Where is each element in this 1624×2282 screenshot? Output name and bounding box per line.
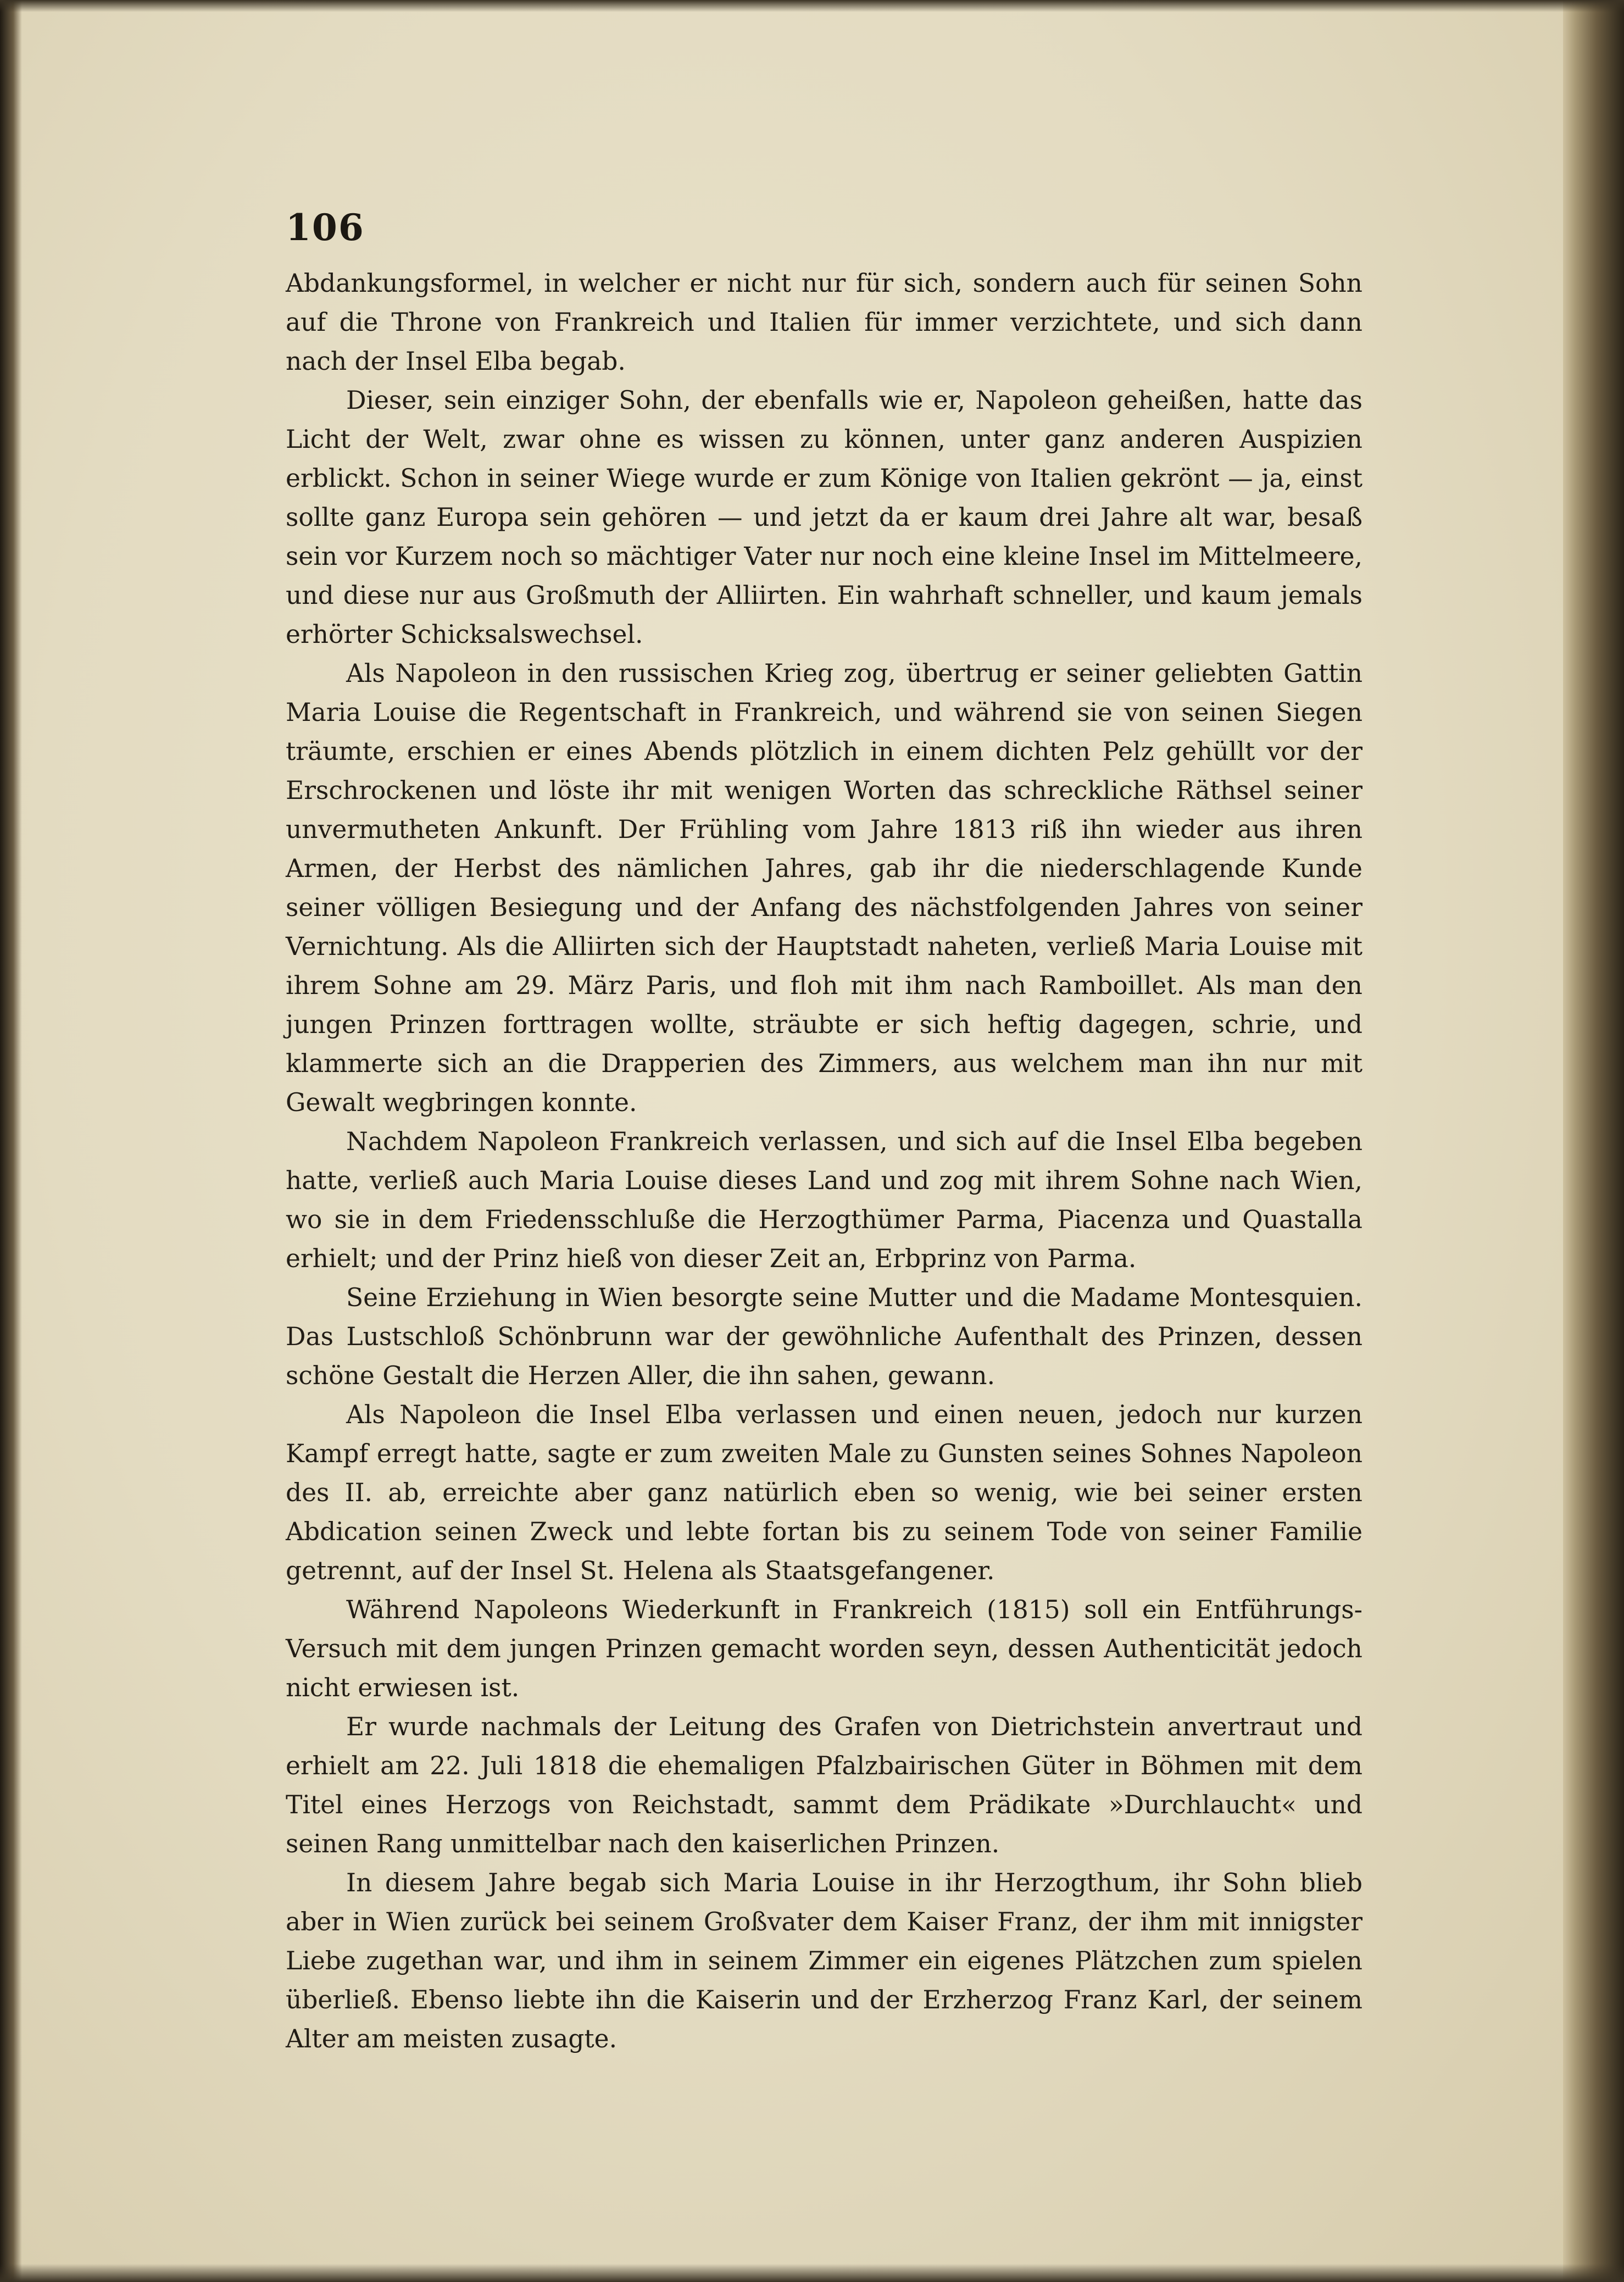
paragraph-8: Er wurde nachmals der Leitung des Grafen von Dietrichstein anvertraut und erhielt am 22. Juli 1818 die ehemaligen Pfalzbairischen Güter in Böhmen mit dem Titel eines Herzogs von Reichstadt, sammt dem Prädikate »Durchlaucht« und seinen Rang unmittelbar nach den kaiserlichen Prinzen. xyxy=(286,1712,1362,1858)
page-top-shadow xyxy=(0,0,1624,12)
paragraph-9: In diesem Jahre begab sich Maria Louise in ihr Herzogthum, ihr Sohn blieb aber in Wien zurück bei seinem Großvater dem Kaiser Franz, der ihm mit innigster Liebe zugethan war, und ihm in seinem Zimmer ein eigenes Plätzchen zum spielen überließ. Ebenso liebte ihn die Kaiserin und der Erzherzog Franz Karl, der seinem Alter am meisten zusagte. xyxy=(286,1868,1362,2053)
paragraph-4: Nachdem Napoleon Frankreich verlassen, und sich auf die Insel Elba begeben hatte, verließ auch Maria Louise dieses Land und zog mit ihrem Sohne nach Wien, wo sie in dem Friedensschluße die Herzogthümer Parma, Piacenza und Quastalla erhielt; und der Prinz hieß von dieser Zeit an, Erbprinz von Parma. xyxy=(286,1127,1362,1273)
paragraph-7: Während Napoleons Wiederkunft in Frankreich (1815) soll ein Entführungs-Versuch mit dem jungen Prinzen gemacht worden seyn, dessen Authenticität jedoch nicht erwiesen ist. xyxy=(286,1595,1362,1702)
page-number: 106 xyxy=(286,206,365,249)
page-right-edge xyxy=(1563,0,1624,2282)
paragraph-2: Dieser, sein einziger Sohn, der ebenfalls wie er, Napoleon geheißen, hatte das Licht der Welt, zwar ohne es wissen zu können, unter ganz anderen Auspizien erblickt. Schon in seiner Wiege wurde er zum Könige von Italien gekrönt — ja, einst sollte ganz Europa sein gehören — und jetzt da er kaum drei Jahre alt war, besaß sein vor Kurzem noch so mächtiger Vater nur noch eine kleine Insel im Mittelmeere, und diese nur aus Großmuth der Alliirten. Ein wahrhaft schneller, und kaum jemals erhörter Schicksalswechsel. xyxy=(286,386,1362,649)
page-bottom-shadow xyxy=(0,2264,1624,2282)
body-text xyxy=(286,264,1362,2058)
paragraph-5: Seine Erziehung in Wien besorgte seine Mutter und die Madame Montesquien. Das Lustschloß Schönbrunn war der gewöhnliche Aufenthalt des Prinzen, dessen schöne Gestalt die Herzen Aller, die ihn sahen, gewann. xyxy=(286,1283,1362,1390)
paragraph-1: Abdankungsformel, in welcher er nicht nur für sich, sondern auch für seinen Sohn auf die Throne von Frankreich und Italien für immer verzichtete, und sich dann nach der Insel Elba begab. xyxy=(286,269,1362,376)
page-left-shadow xyxy=(0,0,22,2282)
paragraph-6: Als Napoleon die Insel Elba verlassen und einen neuen, jedoch nur kurzen Kampf erregt hatte, sagte er zum zweiten Male zu Gunsten seines Sohnes Napoleon des II. ab, erreichte aber ganz natürlich eben so wenig, wie bei seiner ersten Abdication seinen Zweck und lebte fortan bis zu seinem Tode von seiner Familie getrennt, auf der Insel St. Helena als Staatsgefangener. xyxy=(286,1400,1362,1585)
paragraph-3: Als Napoleon in den russischen Krieg zog, übertrug er seiner geliebten Gattin Maria Louise die Regentschaft in Frankreich, und während sie von seinen Siegen träumte, erschien er eines Abends plötzlich in einem dichten Pelz gehüllt vor der Erschrockenen und löste ihr mit wenigen Worten das schreckliche Räthsel seiner unvermutheten Ankunft. Der Frühling vom Jahre 1813 riß ihn wieder aus ihren Armen, der Herbst des nämlichen Jahres, gab ihr die niederschlagende Kunde seiner völligen Besiegung und der Anfang des nächstfolgenden Jahres von seiner Vernichtung. Als die Alliirten sich der Hauptstadt naheten, verließ Maria Louise mit ihrem Sohne am 29. März Paris, und floh mit ihm nach Ramboillet. Als man den jungen Prinzen forttragen wollte, sträubte er sich heftig dagegen, schrie, und klammerte sich an die Drapperien des Zimmers, aus welchem man ihn nur mit Gewalt wegbringen konnte. xyxy=(286,659,1362,1117)
